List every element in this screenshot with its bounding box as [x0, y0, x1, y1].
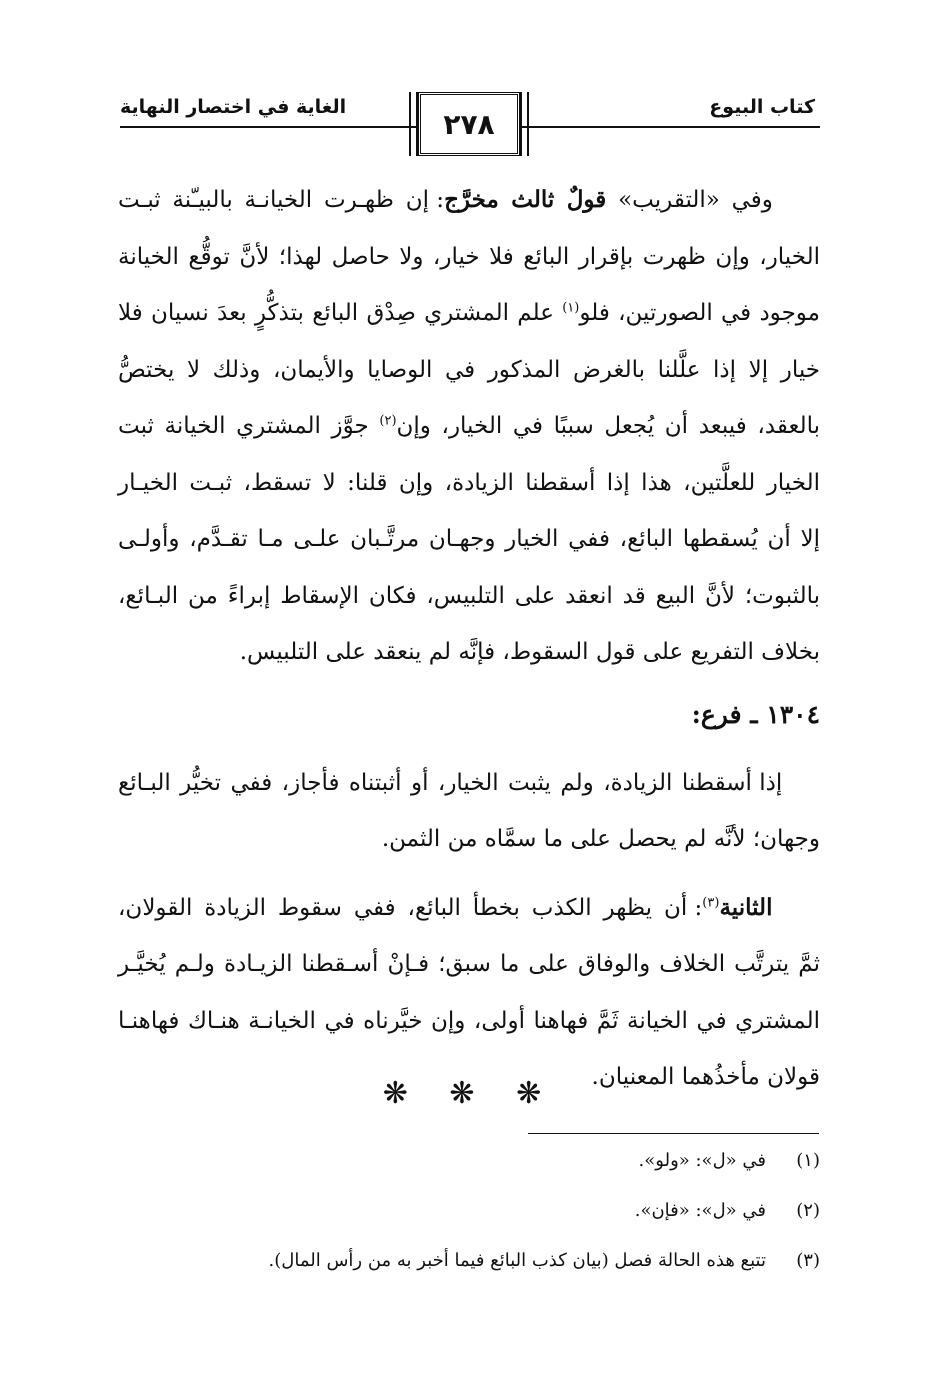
text-line: الخيار، وإن ظهرت بإقرار البائع فلا خيار، ولا حاصل لهذا؛ لأنَّ توقُّع الخيانة [118, 243, 820, 270]
page-number-text: ٢٧٨ [443, 107, 495, 141]
footnote-ref-3[interactable]: (٣) [702, 894, 720, 910]
text-line: إلا أن يُسقطها البائع، ففي الخيار وجهـان مرتَّـبان علـى مـا تقـدَّم، وأولـى [118, 526, 820, 552]
bold-phrase: قولٌ ثالث مخرَّج [444, 186, 607, 213]
text-line: موجود في الصورتين، فلو$^{(١)}$ علم المشتري صِدْق البائع بتذكُّرٍ بعدَ نسيان فلا [118, 300, 820, 326]
footnote-rule [528, 1133, 819, 1134]
footnote-text: في «ل»: «فإن». [634, 1200, 766, 1221]
footnotes [118, 1150, 820, 1300]
text-line: الخيار للعلَّتين، هذا إذا أسقطنا الزيادة، وإن قلنا: لا تسقط، ثبـت الخيـار [118, 469, 820, 496]
footnote [118, 1150, 820, 1200]
text-line: الثانية$^{(٣)}$: أن يظهر الكذب بخطأ البائع، ففي سقوط الزيادة القولان، [118, 893, 773, 921]
text-line: خيار إلا إذا علَّلنا بالغرض المذكور في الوصايا والأيمان، وذلك لا يختصُّ [118, 356, 820, 383]
text-line: بالعقد، فيبعد أن يُجعل سببًا في الخيار، وإن$^{(٢)}$ جوَّز المشتري الخيانة ثبت [118, 413, 820, 439]
page-number [418, 92, 520, 156]
book-title: الغاية في اختصار النهاية [120, 96, 347, 118]
text-line: إذا أسقطنا الزيادة، ولم يثبت الخيار، أو أثبتناه فأجاز، ففي تخيُّر البـائع [118, 769, 783, 796]
text-line: بالثبوت؛ لأنَّ البيع قد انعقد على التلبيس، فكان الإسقاط إبراءً من البـائع، [118, 582, 820, 609]
footnote-text: تتبع هذه الحالة فصل (بيان كذب البائع فيما أخبر به من رأس المال). [268, 1250, 766, 1271]
footnote [118, 1200, 820, 1250]
footnote-number: (٢) [796, 1200, 820, 1221]
paragraph-1 [118, 172, 820, 681]
footnote-text: في «ل»: «ولو». [638, 1150, 766, 1171]
text-line: وفي «التقريب» قولٌ ثالث مخرَّج: إن ظهـرت الخيانـة بالبيـّنة ثبـت [118, 186, 773, 213]
text-line: بخلاف التفريع على قول السقوط، فإنَّه لم ينعقد على التلبيس. [239, 639, 820, 665]
paragraph-2 [118, 755, 820, 868]
section-heading: ١٣٠٤ ـ فرع: [691, 699, 820, 729]
footnote-number: (١) [796, 1150, 820, 1171]
text-line: المشتري في الخيانة ثَمَّ فهاهنا أولى، وإن خيَّرناه في الخيانـة هنـاك فهاهنـا [118, 1007, 820, 1034]
text-line: قولان مأخذُهما المعنيان. [591, 1064, 820, 1090]
footnote [118, 1250, 820, 1300]
text-line: ثمَّ يترتَّب الخلاف والوفاق على ما سبق؛ فـإنْ أسـقطنا الزيـادة ولـم يُخيَّـر [118, 951, 820, 977]
text-line: وجهان؛ لأنَّه لم يحصل على ما سمَّاه من الثمن. [381, 826, 820, 852]
bold-phrase: الثانية [719, 893, 773, 921]
footnote-ref-2[interactable]: (٢) [379, 413, 397, 429]
footnote-ref-1[interactable]: (١) [562, 300, 580, 316]
footnote-number: (٣) [796, 1250, 820, 1271]
main-text [118, 172, 820, 1106]
chapter-title: كتاب البيوع [709, 96, 815, 118]
paragraph-3 [118, 880, 820, 1106]
section-separator: ❋ ❋ ❋ [382, 1076, 558, 1111]
